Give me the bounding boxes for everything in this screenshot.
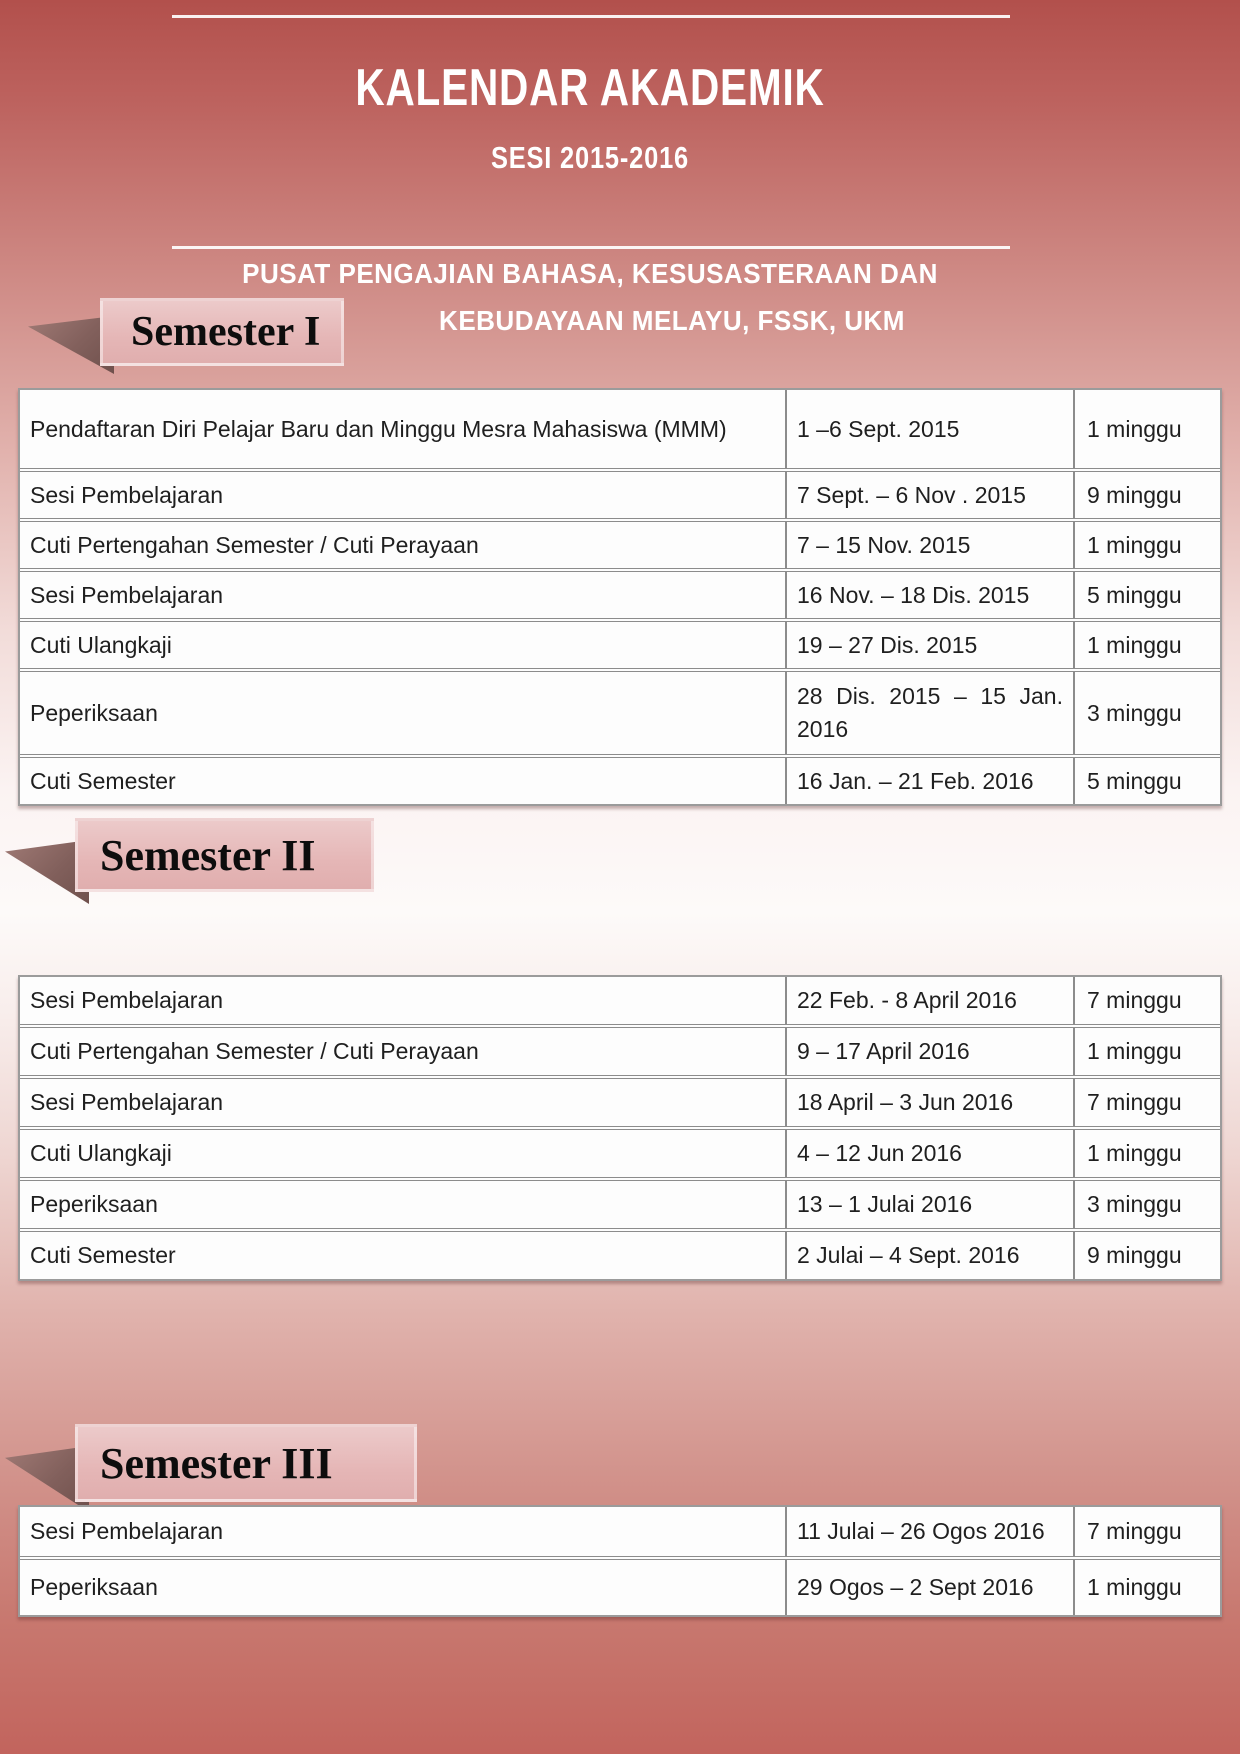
duration-text: 5 minggu: [1087, 581, 1182, 608]
activity-text: Sesi Pembelajaran: [30, 987, 224, 1014]
date-cell: [785, 1181, 1073, 1228]
activity-cell: [20, 1507, 785, 1556]
duration-text: 7 minggu: [1087, 1518, 1182, 1545]
table-row: [20, 1126, 1220, 1177]
activity-cell: [20, 1232, 785, 1279]
activity-text: Sesi Pembelajaran: [30, 481, 224, 508]
duration-cell: [1073, 1507, 1220, 1556]
table-row: [20, 390, 1220, 468]
duration-text: 1 minggu: [1087, 1038, 1182, 1065]
duration-cell: [1073, 1232, 1220, 1279]
duration-cell: [1073, 522, 1220, 568]
date-cell: [785, 1560, 1073, 1615]
duration-text: 7 minggu: [1087, 1089, 1182, 1116]
date-cell: [785, 758, 1073, 804]
table-row: [20, 518, 1220, 568]
date-text: 1 –6 Sept. 2015: [797, 415, 960, 442]
duration-cell: [1073, 390, 1220, 468]
activity-text: Cuti Pertengahan Semester / Cuti Perayaan: [30, 1038, 479, 1065]
activity-cell: [20, 572, 785, 618]
date-cell: [785, 1079, 1073, 1126]
date-text: 22 Feb. - 8 April 2016: [797, 987, 1017, 1014]
semester-1-heading-label: Semester I: [131, 309, 321, 355]
date-cell: [785, 1028, 1073, 1075]
duration-text: 5 minggu: [1087, 767, 1182, 794]
activity-cell: [20, 522, 785, 568]
activity-cell: [20, 1181, 785, 1228]
duration-cell: [1073, 758, 1220, 804]
table-row: [20, 1228, 1220, 1279]
activity-cell: [20, 672, 785, 754]
activity-text: Sesi Pembelajaran: [30, 581, 224, 608]
table-row: [20, 977, 1220, 1024]
date-text: 11 Julai – 26 Ogos 2016: [797, 1518, 1045, 1545]
duration-text: 1 minggu: [1087, 415, 1182, 442]
date-text: 16 Jan. – 21 Feb. 2016: [797, 767, 1034, 794]
date-cell: [785, 472, 1073, 518]
activity-text: Cuti Ulangkaji: [30, 1140, 172, 1167]
duration-cell: [1073, 1560, 1220, 1615]
date-text: 7 – 15 Nov. 2015: [797, 531, 971, 558]
date-text: 2 Julai – 4 Sept. 2016: [797, 1242, 1020, 1269]
org-name-line1: PUSAT PENGAJIAN BAHASA, KESUSASTERAAN DAN: [242, 258, 938, 289]
duration-cell: [1073, 977, 1220, 1024]
date-cell: [785, 1507, 1073, 1556]
date-text: 28 Dis. 2015 – 15 Jan. 2016: [797, 683, 1063, 742]
duration-cell: [1073, 622, 1220, 668]
table-row: [20, 1075, 1220, 1126]
semester-3-table: [18, 1505, 1222, 1617]
semester-1-heading-box: [100, 298, 344, 366]
duration-cell: [1073, 1130, 1220, 1177]
table-row: [20, 1024, 1220, 1075]
date-cell: [785, 1130, 1073, 1177]
activity-cell: [20, 1028, 785, 1075]
table-row: [20, 618, 1220, 668]
date-text: 16 Nov. – 18 Dis. 2015: [797, 581, 1030, 608]
duration-cell: [1073, 1181, 1220, 1228]
duration-cell: [1073, 472, 1220, 518]
semester-1-table: [18, 388, 1222, 806]
date-cell: [785, 522, 1073, 568]
activity-cell: [20, 977, 785, 1024]
table-row: [20, 468, 1220, 518]
activity-text: Cuti Semester: [30, 767, 176, 794]
date-cell: [785, 1232, 1073, 1279]
date-cell: [785, 572, 1073, 618]
duration-text: 9 minggu: [1087, 1242, 1182, 1269]
activity-text: Cuti Semester: [30, 1242, 176, 1269]
date-text: 29 Ogos – 2 Sept 2016: [797, 1574, 1034, 1601]
date-text: 18 April – 3 Jun 2016: [797, 1089, 1014, 1116]
activity-text: Cuti Ulangkaji: [30, 631, 172, 658]
duration-text: 1 minggu: [1087, 531, 1182, 558]
activity-text: Peperiksaan: [30, 1574, 158, 1601]
activity-cell: [20, 758, 785, 804]
activity-cell: [20, 390, 785, 468]
duration-text: 3 minggu: [1087, 1191, 1182, 1218]
semester-3-heading-box: [75, 1424, 417, 1502]
duration-text: 1 minggu: [1087, 1574, 1182, 1601]
header-top-rule: [172, 15, 1010, 18]
semester-2-heading-box: [75, 818, 374, 892]
duration-cell: [1073, 672, 1220, 754]
date-text: 19 – 27 Dis. 2015: [797, 631, 978, 658]
date-text: 4 – 12 Jun 2016: [797, 1140, 962, 1167]
date-cell: [785, 977, 1073, 1024]
date-cell: [785, 622, 1073, 668]
table-row: [20, 668, 1220, 754]
table-row: [20, 1177, 1220, 1228]
duration-text: 3 minggu: [1087, 699, 1182, 726]
date-cell: [785, 672, 1073, 754]
date-text: 13 – 1 Julai 2016: [797, 1191, 973, 1218]
duration-cell: [1073, 1079, 1220, 1126]
semester-2-heading-label: Semester II: [100, 830, 316, 880]
activity-cell: [20, 1560, 785, 1615]
semester-2-table: [18, 975, 1222, 1281]
duration-cell: [1073, 572, 1220, 618]
activity-cell: [20, 472, 785, 518]
date-cell: [785, 390, 1073, 468]
activity-cell: [20, 622, 785, 668]
table-row: [20, 1507, 1220, 1556]
table-row: [20, 1556, 1220, 1615]
activity-cell: [20, 1079, 785, 1126]
header-bottom-rule: [172, 246, 1010, 249]
session-subtitle: SESI 2015-2016: [490, 140, 690, 175]
activity-text: Peperiksaan: [30, 1191, 158, 1218]
org-name-line2: KEBUDAYAAN MELAYU, FSSK, UKM: [439, 305, 905, 336]
activity-cell: [20, 1130, 785, 1177]
duration-text: 1 minggu: [1087, 1140, 1182, 1167]
activity-text: Peperiksaan: [30, 699, 158, 726]
activity-text: Sesi Pembelajaran: [30, 1089, 224, 1116]
activity-text: Sesi Pembelajaran: [30, 1518, 224, 1545]
date-text: 9 – 17 April 2016: [797, 1038, 970, 1065]
activity-text: Pendaftaran Diri Pelajar Baru dan Minggu Mesra Mahasiswa (MMM): [30, 415, 727, 442]
semester-3-heading-label: Semester III: [100, 1438, 333, 1488]
date-text: 7 Sept. – 6 Nov . 2015: [797, 481, 1026, 508]
page-title: KALENDAR AKADEMIK: [355, 59, 825, 117]
duration-text: 1 minggu: [1087, 631, 1182, 658]
table-row: [20, 754, 1220, 804]
duration-text: 9 minggu: [1087, 481, 1182, 508]
duration-cell: [1073, 1028, 1220, 1075]
activity-text: Cuti Pertengahan Semester / Cuti Perayaan: [30, 531, 479, 558]
table-row: [20, 568, 1220, 618]
duration-text: 7 minggu: [1087, 987, 1182, 1014]
